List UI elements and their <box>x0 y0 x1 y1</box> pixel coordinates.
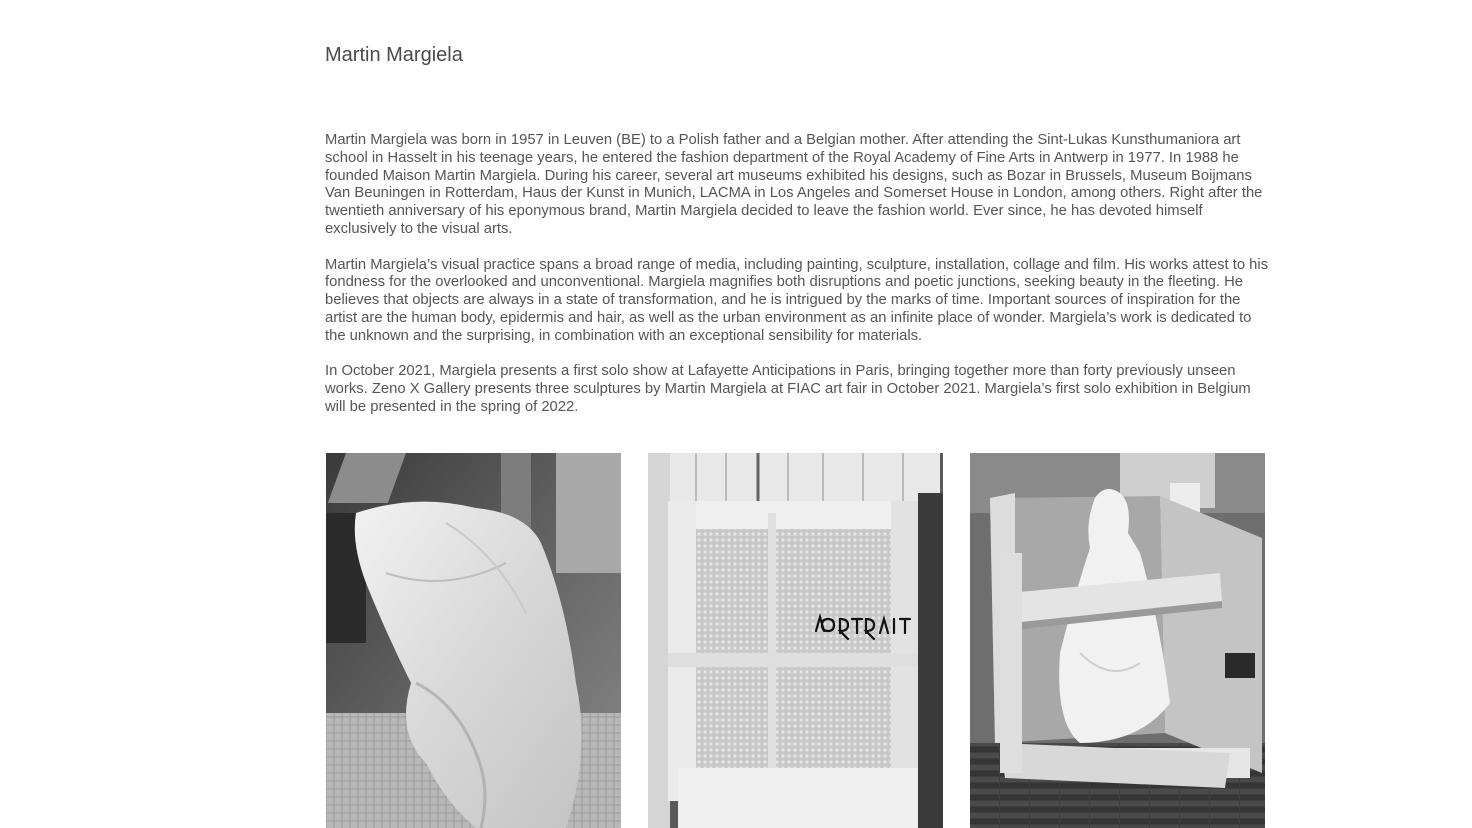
bio-paragraph-2: Martin Margiela’s visual practice spans a broad range of media, including painting, sculpture, installation, collage and film. His works attest to his fondness for the overlooked and unconventional. Margiela magnifies both disruptions and poetic junctions, seeking beauty in the fleeting. He believes that objects are always in a state of transformation, and he is intrigued by the marks of time. Important sources of inspiration for the artist are the human body, epidermis and hair, as well as the urban environment as an infinite place of wonder. Margiela’s work is dedicated to the unknown and the surprising, in combination with an exceptional sensibility for materials. <box>325 256 1269 344</box>
artist-biography <box>325 132 1270 435</box>
gallery-photo-crated-figure[interactable] <box>970 453 1265 828</box>
photo-gallery <box>325 453 1270 828</box>
gallery-photo-wrapped-canvas[interactable] <box>648 453 943 828</box>
crated-figure-photo <box>970 453 1265 828</box>
page-title: Martin Margiela <box>325 44 463 66</box>
wrapped-sculpture-photo <box>326 453 621 828</box>
wrapped-canvas-photo <box>648 453 943 828</box>
bio-paragraph-1: Martin Margiela was born in 1957 in Leuven (BE) to a Polish father and a Belgian mother. After attending the Sint-Lukas Kunsthumaniora art school in Hasselt in his teenage years, he entered the fashion department of the Royal Academy of Fine Arts in Antwerp in 1977. In 1988 he founded Maison Martin Margiela. During his career, several art museums exhibited his designs, such as Bozar in Brussels, Museum Boijmans Van Beuningen in Rotterdam, Haus der Kunst in Munich, LACMA in Los Angeles and Somerset House in London, among others. Right after the twentieth anniversary of his eponymous brand, Martin Margiela decided to leave the fashion world. Ever since, he has devoted himself exclusively to the visual arts. <box>325 132 1263 237</box>
bio-paragraph-3: In October 2021, Margiela presents a first solo show at Lafayette Anticipations in Paris, bringing together more than forty previously unseen works. Zeno X Gallery presents three sculptures by Martin Margiela at FIAC art fair in October 2021. Margiela’s first solo exhibition in Belgium will be presented in the spring of 2022. <box>325 363 1251 415</box>
gallery-photo-wrapped-sculpture[interactable] <box>326 453 621 828</box>
